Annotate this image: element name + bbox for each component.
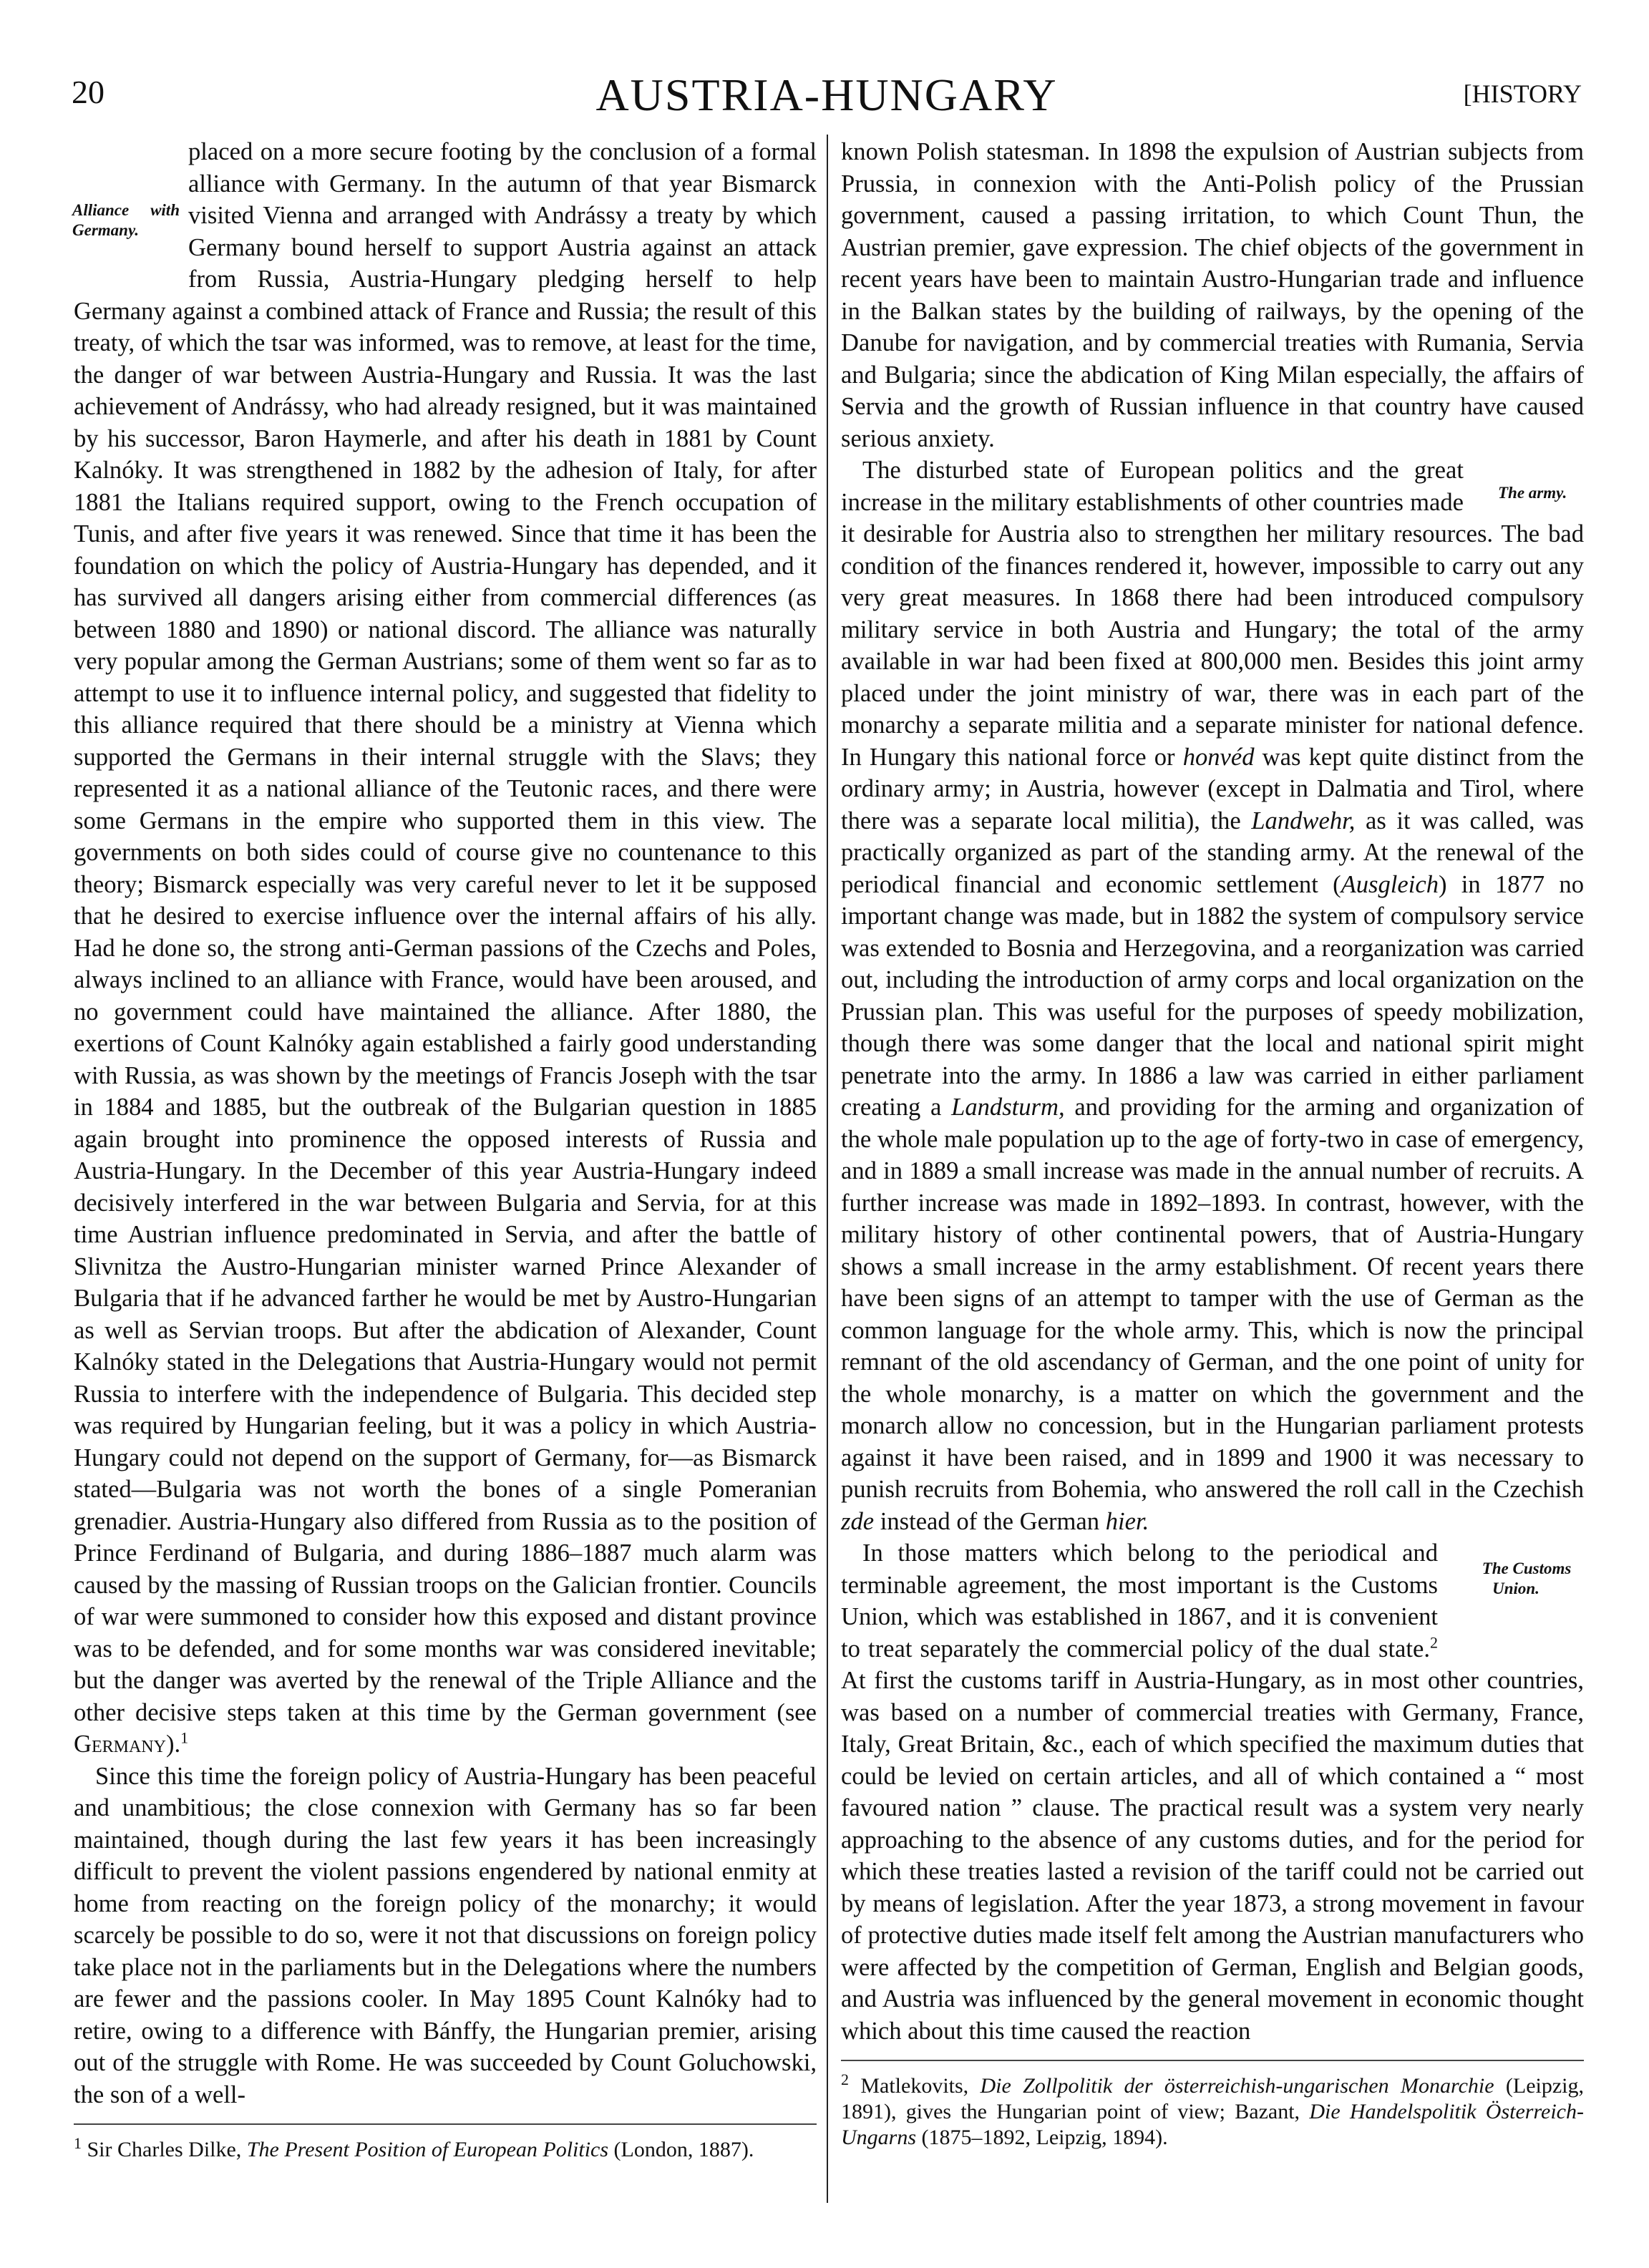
cross-reference-link[interactable]: Germany (74, 1731, 166, 1758)
footnote-marker[interactable]: 1 (180, 1728, 189, 1747)
paragraph: The army. The disturbed state of European politics and the great increase in the military establishments of other countries made it desirable for Austria also to strengthen her military resources. The bad condition of the finances rendered it, however, impossible to carry out any very great measures. In 1868 there had been introduced compulsory military service in both Austria and Hungary; the total of the army available in war had been fixed at 800,000 men. Besides this joint army placed under the joint ministry of war, there was in each part of the monarchy a separate militia and a separate minister for national defence. In Hungary this national force or honvéd was kept quite distinct from the ordinary army; in Austria, however (except in Dalmatia and Tirol, where there was a separate local militia), the Landwehr, as it was called, was practically organized as part of the standing army. At the renewal of the periodical financial and economic settlement (Ausgleich) in 1877 no important change was made, but in 1882 the system of compulsory service was extended to Bosnia and Herzegovina, and a reorganization was carried out, including the introduction of army corps and local organization on the Prussian plan. This was useful for the purposes of speedy mobilization, though there was some danger that the local and national spirit might penetrate into the army. In 1886 a law was carried in either parliament creating a Landsturm, and providing for the arming and organization of the whole male population up to the age of forty-two in case of emergency, and in 1889 a small increase was made in the annual number of recruits. A further increase was made in 1892–1893. In contrast, however, with the military history of other continental powers, that of Austria-Hungary shows a small increase in the army establishment. Of recent years there have been signs of an attempt to tamper with the use of German as the common language for the whole army. This, which is now the principal remnant of the old ascendancy of German, and the one point of unity for the whole monarchy, is a matter on which the government and the monarch allow no concession, but in the Hungarian parliament protests against it have been raised, and in 1899 and 1900 it was necessary to punish recruits from Bohemia, who answered the roll call in the Czechish zde instead of the German hier. (841, 457, 1584, 1535)
right-column (841, 136, 1584, 2151)
paragraph: Alliance with Germany. placed on a more secure footing by the conclusion of a formal alliance with Germany. In the autumn of that year Bismarck visited Vienna and arranged with Andrássy a treaty by which Germany bound herself to support Austria against an attack from Russia, Austria-Hungary pledging herself to help Germany against a combined attack of France and Russia; the result of this treaty, of which the tsar was informed, was to remove, at least for the time, the danger of war between Austria-Hungary and Russia. It was the last achievement of Andrássy, who had already resigned, but it was maintained by his successor, Baron Haymerle, and after his death in 1881 by Count Kalnóky. It was strengthened in 1882 by the adhesion of Italy, for after 1881 the Italians required support, owing to the French occupation of Tunis, and after five years it was renewed. Since that time it has been the foundation on which the policy of Austria-Hungary has depended, and it has survived all dangers arising either from commercial differences (as between 1880 and 1890) or national discord. The alliance was naturally very popular among the German Austrians; some of them went so far as to attempt to use it to influence internal policy, and suggested that fidelity to this alliance required that there should be a ministry at Vienna which supported the Germans in their internal struggle with the Slavs; they represented it as a national alliance of the Teutonic races, and there were some Germans in the empire who supported them in this view. The governments on both sides could of course give no countenance to this theory; Bismarck especially was very careful never to let it be supposed that he desired to exercise influence over the internal affairs of his ally. Had he done so, the strong anti-German passions of the Czechs and Poles, always inclined to an alliance with France, would have been aroused, and no government could have maintained the alliance. After 1880, the exertions of Count Kalnóky again established a fairly good understanding with Russia, as was shown by the meetings of Francis Joseph with the tsar in 1884 and 1885, but the outbreak of the Bulgarian question in 1885 again brought into prominence the opposed interests of Russia and Austria-Hungary. In the December of this year Austria-Hungary indeed decisively interfered in the war between Bulgaria and Servia, for at this time Austrian influence predominated in Servia, and after the battle of Slivnitza the Austro-Hungarian minister warned Prince Alexander of Bulgaria that if he advanced farther he would be met by Austro-Hungarian as well as Servian troops. But after the abdication of Alexander, Count Kalnóky stated in the Delegations that Austria-Hungary would not permit Russia to interfere with the independence of Bulgaria. This decided step was required by Hungarian feeling, but it was a policy in which Austria-Hungary could not depend on the support of Germany, for—as Bismarck stated—Bulgaria was not worth the bones of a single Pomeranian grenadier. Austria-Hungary also differed from Russia as to the position of Prince Ferdinand of Bulgaria, and during 1886–1887 much alarm was caused by the massing of Russian troops on the Galician frontier. Councils of war were summoned to consider how this exposed and distant province was to be defended, and for some months war was considered inevitable; but the danger was averted by the renewal of the Triple Alliance and the other decisive steps taken at this time by the German government (see Germany).$^1$ (72, 138, 817, 1758)
cited-title: Die Zollpolitik der österreichish-ungarischen Monarchie (980, 2074, 1494, 2098)
column-divider (827, 135, 828, 2203)
page-header (72, 69, 1582, 126)
sidenote-army: The army. (1498, 484, 1567, 502)
paragraph: The Customs Union. In those matters which belong to the periodical and terminable agreement, the most important is the Customs Union, which was established in 1867, and it is convenient to treat separately the commercial policy of the dual state.$^2$ At first the customs tariff in Austria-Hungary, as in most other countries, was based on a number of commercial treaties with Germany, France, Italy, Great Britain, &c., each of which specified the maximum duties that could be levied on certain articles, and all of which contained a “ most favoured nation ” clause. The practical result was a system very nearly approaching to the absence of any customs duties, and for the period for which these treaties lasted a revision of the tariff could not be carried out by means of legislation. After the year 1873, a strong movement in favour of protective duties made itself felt among the Austrian manufacturers who were affected by the competition of German, English and Belgian goods, and Austria was influenced by the general movement in economic thought which about this time caused the reaction (841, 1539, 1584, 2045)
footnote-marker[interactable]: 2 (1430, 1632, 1438, 1651)
footnote-2: $^2$ Matlekovits, Die Zollpolitik der österreichish-ungarischen Monarchie (Leipzig, 1891), gives the Hungarian point of view; Bazant, Die Handelspolitik Österreich-Ungarns (1875–1892, Leipzig, 1894). (841, 2070, 1585, 2149)
page-number: 20 (72, 74, 104, 110)
section-label: [HISTORY (1463, 79, 1582, 108)
footnote-rule (841, 2060, 1584, 2061)
paragraph: Since this time the foreign policy of Austria-Hungary has been peaceful and unambitious; the close connexion with Germany has so far been maintained, though during the last few years it has been increasingly difficult to prevent the violent passions engendered by national enmity at home from reacting on the foreign policy of the monarchy; it would scarcely be possible to do so, were it not that discussions on foreign policy take place not in the parliaments but in the Delegations where the numbers are fewer and the passions cooler. In May 1895 Count Kalnóky had to retire, owing to a difference with Bánffy, the Hungarian premier, arising out of the struggle with Rome. He was succeeded by Count Goluchowski, the son of a well- (74, 1762, 817, 2108)
paragraph: known Polish statesman. In 1898 the expulsion of Austrian subjects from Prussia, in connexion with the Anti-Polish policy of the Prussian government, caused a passing irritation, to which Count Thun, the Austrian premier, gave expression. The chief objects of the government in recent years have been to maintain Austro-Hungarian trade and influence in the Balkan states by the building of railways, by the opening of the Danube for navigation, and by commercial treaties with Rumania, Servia and Bulgaria; since the abdication of King Milan especially, the affairs of Servia and the growth of Russian influence in that country have caused serious anxiety. (841, 138, 1584, 452)
cited-title: Die Handelspolitik Österreich-Ungarns (841, 2100, 1584, 2149)
footnote-1: $^1$ Sir Charles Dilke, The Present Position of European Politics (London, 1887). (74, 2134, 754, 2161)
sidenote-alliance: Alliance with Germany. (72, 201, 180, 239)
left-column (74, 136, 817, 2163)
footnote-rule (74, 2123, 817, 2125)
cited-title: The Present Position of European Politics (246, 2138, 609, 2161)
page-title: AUSTRIA-HUNGARY (595, 69, 1058, 120)
sidenote-customs: The Customs Union. (1482, 1559, 1572, 1597)
